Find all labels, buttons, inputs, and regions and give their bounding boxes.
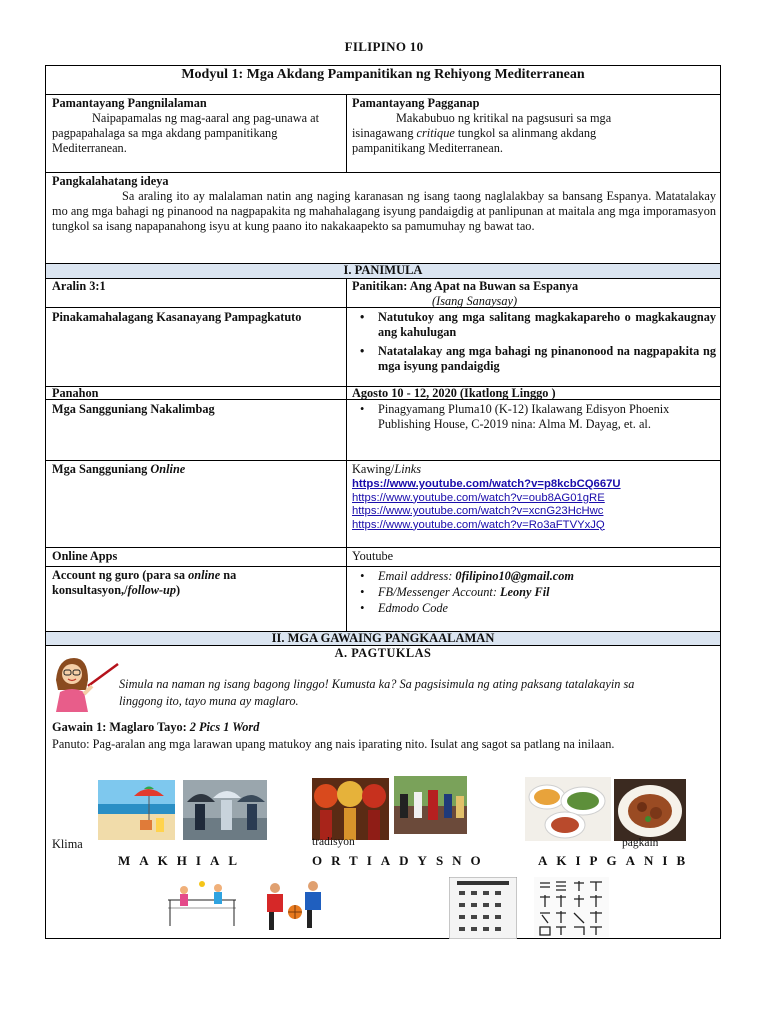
print-reference-item: • Pinagyamang Pluma10 (K-12) Ikalawang Edisyon Phoenix Publishing House, C-2019 nina: Alma M. Dayag, et. al. <box>352 402 712 432</box>
scramble-3: AKIPGANIB <box>538 853 695 868</box>
activity-title: Gawain 1: Maglaro Tayo: 2 Pics 1 Word <box>52 720 260 734</box>
teacher-pointer-illustration <box>48 650 120 712</box>
rain-photo <box>183 780 267 840</box>
teacher-account-label: Account ng guro (para sa online na konsultasyon,/follow-up) <box>52 568 237 597</box>
chinese-characters-image <box>534 877 609 937</box>
lesson-label: Aralin 3:1 <box>52 279 106 293</box>
time-value: Agosto 10 - 12, 2020 (Ikatlong Linggo ) <box>352 386 556 400</box>
online-apps-label: Online Apps <box>52 549 118 563</box>
literature-subtitle: (Isang Sanaysay) <box>432 294 518 308</box>
youtube-link-3[interactable]: https://www.youtube.com/watch?v=xcnG23HcHwc <box>352 505 604 517</box>
intro-text: Simula na naman ng isang bagong linggo! Kumusta ka? Sa pagsisimula ng ating paksang tatalakayin sa linggong ito, tayo muna ay maglaro. <box>119 677 635 708</box>
email-value[interactable]: 0filipino10@gmail.com <box>455 569 574 583</box>
edmodo-item: • Edmodo Code <box>352 600 716 616</box>
youtube-link-1[interactable]: https://www.youtube.com/watch?v=p8kcbCQ667U <box>352 478 621 490</box>
youtube-link-2[interactable]: https://www.youtube.com/watch?v=oub8AG01gRE <box>352 491 605 504</box>
competency-item: • Natatalakay ang mga bahagi ng pinanonood na nagpapakita ng mga isyung pandaigdig <box>352 344 716 374</box>
activity-instructions: Panuto: Pag-aralan ang mga larawan upang matukoy ang nais iparating nito. Isulat ang sagot sa patlang na inilaan. <box>52 737 615 751</box>
competency-label: Pinakamahalagang Kasanayang Pampagkatuto <box>52 310 302 324</box>
email-item: • Email address: 0filipino10@gmail.com <box>352 568 716 584</box>
section-subheader-pagtuklas: A. PAGTUKLAS <box>334 646 432 660</box>
basketball-illustration <box>255 876 341 934</box>
general-idea-label: Pangkalahatang ideya <box>52 174 169 188</box>
baybayin-chart-image <box>449 877 517 939</box>
time-label: Panahon <box>52 386 99 400</box>
section-header-panimula: I. PANIMULA <box>343 263 423 277</box>
links-label: Kawing/Links <box>352 462 422 476</box>
general-idea-text: Sa araling ito ay malalaman natin ang naging karanasan ng isang taong naglalakbay sa bansang Espanya. Matatalakay mo ang mga bahagi ng pinanood na nagpapakita ng mahahalagang isyung pandaigdig at panlipunan at maitala ang mga imporamasyon tungkol sa isang napapanahong isyu at kung paano ito nakakaapekto sa pamumuhay ng bawat tao. <box>52 189 716 233</box>
answer-klima: Klima <box>52 837 83 851</box>
scramble-2: ORTIADYSNO <box>312 853 490 868</box>
fb-item: • FB/Messenger Account: Leony Fil <box>352 584 716 600</box>
content-standard-label: Pamantayang Pangnilalaman <box>52 96 207 110</box>
section-header-gawain: II. MGA GAWAING PANGKAALAMAN <box>271 631 495 645</box>
volleyball-illustration <box>162 878 242 928</box>
print-references-label: Mga Sangguniang Nakalimbag <box>52 402 215 416</box>
document-title: FILIPINO 10 <box>344 39 424 54</box>
online-references-label: Mga Sangguniang Online <box>52 462 186 476</box>
food-plate-photo <box>614 779 686 841</box>
competency-item: • Natutukoy ang mga salitang magkakapareho o magkakaugnay ang kahulugan <box>352 310 716 340</box>
youtube-link-4[interactable]: https://www.youtube.com/watch?v=Ro3aFTVYxJQ <box>352 518 605 531</box>
procession-photo <box>394 776 467 834</box>
food-bowls-photo <box>525 777 611 841</box>
scramble-1: MAKHIAL <box>118 853 246 868</box>
answer-pagkain: pagkain <box>622 837 659 849</box>
online-apps-value: Youtube <box>352 549 394 563</box>
links-list <box>352 478 621 532</box>
beach-photo <box>98 780 175 840</box>
content-standard-text: Naipapamalas ng mag-aaral ang pag-unawa at pagpapahalaga sa mga akdang pampanitikang Mediterranean. <box>52 111 320 155</box>
print-references-list <box>352 402 712 432</box>
competency-list <box>352 310 716 374</box>
festival-costume-photo <box>312 778 389 840</box>
answer-tradisyon: tradisyon <box>312 836 355 848</box>
module-title: Modyul 1: Mga Akdang Pampanitikan ng Rehiyong Mediterranean <box>181 67 585 82</box>
performance-standard-text: Makabubuo ng kritikal na pagsusuri sa mga isinagawang critique tungkol sa alinmang akdang pampanitikang Mediterranean. <box>352 111 612 155</box>
literature-label: Panitikan: Ang Apat na Buwan sa Espanya <box>352 279 579 293</box>
performance-standard-label: Pamantayang Pagganap <box>352 96 480 110</box>
teacher-account-list <box>352 568 716 616</box>
